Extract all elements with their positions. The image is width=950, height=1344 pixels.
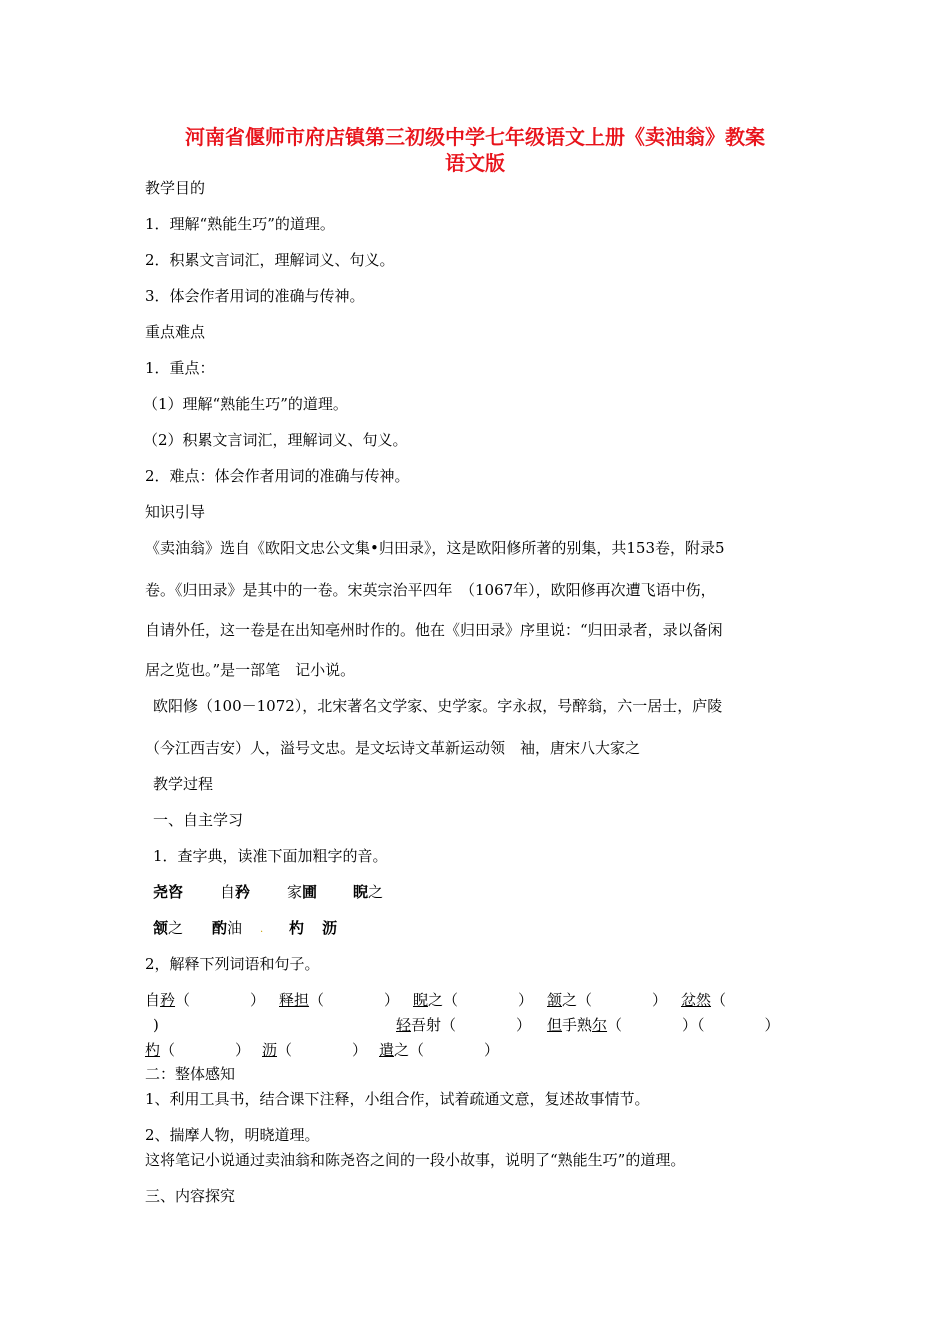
knowledge-p2-line2: （今江西吉安）人，溢号文忠。是文坛诗文革新运动领 袖，唐宋八大家之 [145,739,641,757]
explain-item: 睨之（ ） [413,991,534,1009]
objective-3: 3．体会作者用词的准确与传神。 [145,287,365,305]
keypoint-line-1: 1．重点： [145,359,215,377]
knowledge-p1-line3: 自请外任，这一卷是在出知亳州时作的。他在《归田录》序里说：“归田录者，录以备闲 [145,621,723,639]
explain-item: 忿然（ [681,991,727,1009]
pron-word: 自矜 [220,883,251,901]
pron-word: 颔之 [153,919,184,937]
keypoint-line-4: 2．难点：体会作者用词的准确与传神。 [145,467,410,485]
doc-title-line2: 语文版 [445,151,505,175]
explain-item: 颔之（ ） [547,991,668,1009]
task-2: 2，解释下列词语和句子。 [145,955,320,973]
explain-item: 轻吾射（ ） [396,1016,532,1034]
section-2-heading: 二：整体感知 [145,1065,236,1083]
knowledge-p1-line1: 《卖油翁》选自《欧阳文忠公文集•归田录》，这是欧阳修所著的别集，共153卷，附录5 [145,539,725,557]
section-3-heading: 三、内容探究 [145,1187,236,1205]
pron-word: 睨之 [353,883,384,901]
objectives-heading: 教学目的 [145,179,206,197]
explain-item: 自矜（ ） [145,991,266,1009]
explain-paren: ) [153,1016,159,1034]
pron-word: 酌油 [212,919,243,937]
explain-item: 遣之（ ） [379,1041,500,1059]
explain-item: 沥（ ） [262,1041,368,1059]
keypoints-heading: 重点难点 [145,323,206,341]
explain-item: 释担（ ） [279,991,400,1009]
pron-word: 杓 [289,919,305,937]
section-2-text: 这将笔记小说通过卖油翁和陈尧咨之间的一段小故事，说明了“熟能生巧”的道理。 [145,1151,686,1169]
pron-word: 家圃 [287,883,318,901]
knowledge-p2-line1: 欧阳修（100－1072），北宋著名文学家、史学家。字永叔，号醉翁，六一居士，庐陵 [153,697,723,715]
objective-1: 1．理解“熟能生巧”的道理。 [145,215,335,233]
pron-word: 沥 [322,919,338,937]
explain-item: 杓（ ） [145,1041,251,1059]
stray-dot: . [260,924,264,935]
section-2-item-1: 1、利用工具书，结合课下注释，小组合作，试着疏通文意，复述故事情节。 [145,1090,650,1108]
keypoint-line-2: （1）理解“熟能生巧”的道理。 [143,395,348,413]
keypoint-line-3: （2）积累文言词汇，理解词义、句义。 [143,431,408,449]
section-2-item-2: 2、揣摩人物，明晓道理。 [145,1126,320,1144]
knowledge-p1-line2: 卷。《归田录》是其中的一卷。宋英宗治平四年 （1067年），欧阳修再次遭飞语中伤， [145,581,716,599]
section-1-heading: 一、自主学习 [153,811,244,829]
process-heading: 教学过程 [153,775,214,793]
knowledge-p1-line4: 居之览也。”是一部笔 记小说。 [145,661,356,679]
explain-item: 但手熟尔（ ）（ ） [547,1016,780,1034]
doc-title-line1: 河南省偃师市府店镇第三初级中学七年级语文上册《卖油翁》教案 [185,125,765,149]
knowledge-heading: 知识引导 [145,503,206,521]
task-1: 1．查字典，读准下面加粗字的音。 [153,847,388,865]
pron-word: 尧咨 [153,883,184,901]
objective-2: 2．积累文言词汇，理解词义、句义。 [145,251,395,269]
